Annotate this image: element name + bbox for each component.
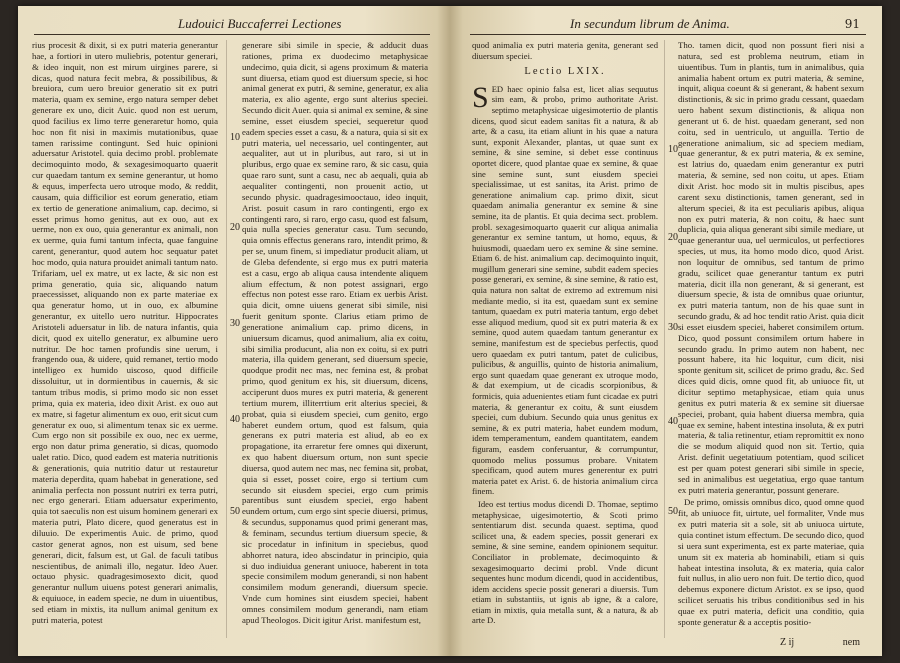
column-left	[472, 40, 658, 628]
line-number: 20	[668, 232, 678, 243]
line-number: 20	[230, 222, 240, 233]
drop-cap: S	[472, 80, 489, 114]
right-page	[450, 6, 882, 656]
line-number: 50	[668, 506, 678, 517]
signature-mark: Z ij	[780, 637, 795, 648]
paragraph: generare sibi simile in specie, & adducit duas rationes, prima ex duodecimo metaphysicae undecimo, quia dicit, si agens proximum & materia sunt diuersa, etiam quod est diuersum specie, si hoc animal generat ex putri, & semine, generatur, ex alia materia, ex alio agente, ergo sunt alterius speciei. Secundo dicit Auer. quia si animal ex semine, & sine semine, esset eiusdem speciei, sequeretur quod eadem species esset a casu, & a natura, quia si sit ex putri materia, uel necessario, uel contingenter, aut aequaliter, aut ut in pluribus, aut raro, si ut in pluribus, ergo quae ex semine raro, & sic casu, quia quae raro sunt, sunt a casu, nec ab aequali, quia ab aequaliter contingenti, non prouenit actio, ut secundo physic. quadragesimooctauo, ideo inquit, Arist. posuit casum in raro contingenti, ergo ex contingenti raro, si raro, ergo casu, quod est falsum, quia nulla species generatur casu. Tum secundo, quia omnis effectus generans raro, intendit primo, & per se, unum finem, si impediatur producit aliam, ut de Gleba defendente, si ergo mus ex putri materia est a casu, ergo ab aliqua causa intendente aliquem alium effectum, & non potest assignari, ergo effectus non potest esse raro. Etiam ex uerbis Arist. quia dicit, omne uiuens generat sibi simile, nisi fuerit genitum sponte. Clarius etiam primo de generatione animalium cap. primo dicens, in uniuersum dicamus, quod animalium, alia ex coitu, sibi similia producunt, alia non ex coitu, si ex putri materia, illa quidem generant, sed diuersum specie, quodque prodit nec mas, nec femina est, & probat primo, quod genitum ex his, sit diuersum, dicens, acciperunt duos mures ex putri materia, & generent tertium murem, illiterrtium erit alterius speciei, & probat, quia si eiusdem speciei, cum genito, ergo haberet eundem ortum, quod est falsum, quia generans ex putri materia est aliud, ab eo ex propagatione, ita erraretur fere omnes qui dixerunt, ex quo habent diuersum ortum, non sunt specie diuersa, quod autem nec mas, nec femina sit, probat, quia si esset, posset coire, ergo si tertium cum secundo sit eiusdem speciei, ergo cum primis parentibus sunt eiusdem speciei, ergo habent eundem ortum, cum ergo sint specie diuersi, primus, & secundus, supponamus quod primi generant mas, & feminam, secundus tertium diuersum specie, & sic procedatur in infinitum in speciebus, quod abhorret natura, ideo abscindatur in principio, quia si duo indiuidua generant uniuoce, haberent in tota specie consimilem modum generandi, si non habent consimilem modum generandi, diuersum specie. Vnde cum homines sint eiusdem speciei, habent omnes consimilem modum generandi, nam etiam apud Theologos. Dicit igitur Arist. manifestum est,	[242, 40, 428, 625]
paragraph: De primo, omissis omnibus dico, quod omne quod fit, ab uniuoce fit, uirtute, uel formaliter, Vnde mus ex putri materia sit a sole, sit ab uniuoca uirtute, quia continet istum effectum. De secundo dico, quod si uera sunt experimenta, est ex parte materiae, quia unum sit ex materia ab hominabili, etiam si quis habeat intestina insoluta, & ex materia, quia calor fuit nullus, in alio uero non fuit. De tertio dico, quod debemus exponere dictum Aristot. ex se ipso, quod scilicet seruatis his tribus conditionibus sed in his quae ex putri materia, deficit una conditio, quia sponte generatur & a acceptis positio-	[678, 497, 864, 627]
running-head: In secundum librum de Anima.	[570, 16, 730, 31]
catchword: nem	[842, 637, 860, 648]
column-right	[678, 40, 864, 630]
line-number: 10	[230, 132, 240, 143]
page-number: 91	[844, 17, 860, 31]
column-right	[242, 40, 428, 628]
paragraph-text: ED haec opinio falsa est, licet alias sequutus sim eam, & probo, primo authoritate Arist. septimo metaphysicae uigesimotertio de plantis dicens, quod sicut eadem sanitas fit a natura, & ab arte, & a casu, ita etiam aliunt in his quae a natura sunt, exponit Alexander, plantas, ut quae sunt ex semine, & sine semine, si debet esse continuus oportet dicere, quod plantae quae ex semine, & quae sine semine sunt, sunt eiusdem speciei specialissimae, ut est sanitas, ita Arist. primo de generatione animalium cap. primo dixit, sicut quaedam animalia generantur ex semine & sine semine, ita de plantis. Et quia decima sect. problem. probl. sexagesimoquarto quaerit cur aliqua animalia generantur ex semine tantum, ut homo, equus, & huiusmodi, quaedam uero ex semine & sine semine. Etiam 6. de hist. animalium cap. decimoquinto inquit, mugillum generari sine semine, subdit eadem species posse generari, ex semine, & sine semine, & ratio est, quia natura non saltat de extremo ad extremum nisi mediante medio, si ita est, quaedam sunt ex semine tantum, quaedam ex putri materia tantum, ergo debet esse aliquod medium, quod sit ex putri materia & ex semine, quod autem quaedam tantum generantur ex semine, manifestum est de speciebus perfectis, quod uero quaedam ex putri tantum, patet de culicibus, pulicibus, & anguillis, quinto de historia animalium, ergo sunt quaedam quae generant ex utroque modo, & dat exempium, ut de cicadis scorpionibus, & formicis, quia aduenientes etiam funt cicadae ex putri materia, & generantur ex coitu, & sunt eiusdem speciei, cum dubium. Secundo quia unus genitus ex semine, & ex putri materia, habet eundem modum, idem temperamentum, eandem quantitatem, eandem figuram, easdem conferuantur, & corrumpuntur, quomodo melius possumus probare. Vnitatem specificam, quod autem mures generentur ex putri materia patet ex Arist. 6. de historia animalium circa finem.	[472, 83, 658, 497]
line-number: 40	[668, 416, 678, 427]
lectio-heading: Lectio LXIX.	[524, 66, 606, 78]
paragraph: quod animalia ex putri materia genita, generant sed diuersum speciei.	[472, 40, 658, 61]
paragraph	[472, 80, 658, 497]
column-divider	[664, 40, 665, 638]
line-number: 30	[230, 318, 240, 329]
paragraph: rius procesit & dixit, si ex putri materia generantur hae, a fortiori in utero muliebris, potentur generari, & ideo inquit, non est mirum uirgines parere, si dicas, quod natura fecit mebra, & possibilibus, & breuiora, cum uero breuior generatio sit ex putri materia, quam ex semine, ergo natura semper debet generare ex uno, dicit Auic. quod non est uerum, quod facilius ex limo terre generaretur homo, quia hoc non fit nisi in maximis mutationibus, quae tamen rarissime contingunt. Sed huic opinioni aduersatur Aristotel. quia decimo probl. problemate decimoquinto modo, & sexagesimoquarto quaerit cur quaedam tantum ex semine generantur, ut homo & equus, imperfecta uero utroque modo, & reddit, causam, quia difficilior est eorum generatio, etiam ex tertio de generatione animalium, cap. decimo, si esset primus homo genitus, aut ex ouo, aut ex uerme, non ex ouo, quia generantur ex animali, non ex uerme, quia fumi tantum infecta, quae fanguine carent, generantur, quod autem hoc sequatur patet hoc modo, quia natura prouidet animali tantum nato. Trifariam, uel ex matre, ut ex lacte, & sic non est prima generatio, quia sic, aliquando natum praecessisset, aliquando non ex parte materiae ex qua generatur homo, ut in ouo, ex albumine generantur, ex uitello uero nutritur. Hippocrates Aristoteli aduersatur in lib. de natura infantis, quia dicit, quod ex uitello generatur, ex albumine uero nutritur. De hoc tamen profundis sine uerum, i frangendo oua, & uidere, quid remanet, tertio modo intelligeo ex humido uiscoso, quod difficile dissoluitur, ut in dormientibus in cauernis, & sic tantum tribus modis, si primo modo sic non esset prima, quia ex materia, ideo dixit Arist. ex ouo aut ex matre, si fagetur alimentum ex ouo, erit sicut cum generatur ex ouo, si alimentum tenax sic ex uerme. Cum ergo non sit possibile ex ouo, nec ex uerme, ergo non datur prima generatio, si dicas, quomodo ualet ratio. Dico, quod eadem est materia nutritionis & generationis, quia nutritio datur ut restauretur materia deperdita, quam habebat in generatione, sed animalia perfecta non possunt nutriri ex terra putri, nec ergo generari. Etiam aduersatur experimento, quia tot saeculis non est uisum hominem generari ex materia putri, Plato dicere, quod generatus est in diluuio. De experimentis Auic. de primo, quod castor generat agnos, non est uisum, sed bene generari, dicit, falsum est, ut Gal. de faculi tatibus nescientibus, de animali illo, negatur. Ideo Auer. octauo physic. quadragesimosexto dicit, quod generantur nullum uiuens potest generari animalis, & equiuoce, in eadem specie, ne dum in uiuentibus, sed etiam in mixtis, ita nullum animal genitum ex putri materia, potest	[32, 40, 218, 625]
running-head: Ludouici Buccaferrei Lectiones	[178, 16, 342, 31]
book-spread	[18, 6, 882, 656]
line-number: 40	[230, 414, 240, 425]
paragraph: Tho. tamen dicit, quod non possunt fieri nisi a natura, sed est problema neutrum, etiam in uiuentibus. Tum in plantis, tum in animalibus, quia animalia habent ortum ex putri materia, & semine, inquit, aliqua coeunt & si generant, & habent sexum distinctionis, & sic in primo gradu cessant, quaedam uero habent sexum distinctionis, & aliqua non generant ut 6. de hist. quaedam generant, sed non coitu, sed in uentriculo, ut anguilla. Tertio de generatione animalium, sic ad speciem mediam, quae generantur, & ex putri materia, & ex semine, est latrius do, quaedam enim generantur ex putri materia, & semine, sed non coitu, ut apes. Etiam dixit Arist. hoc modo sit in multis piscibus, apes carent sexu distinctionis, tamen generant, sed in alterum speciei, & ita est peculiaris apibus, aliqua non ex putri materia, & non coitu, & haec sunt duplicia, quia aliqua generant sibi simile mediare, ut quae generantur uua, uel uermiculos, ut perfectiores species, ut mus, ita homo modo dico, quod Arist. non loquitur de omnibus, sed tantum de primo gradu, scilicet quae generantur tantum ex putri materia, dicit illa non generant, & si generant, est diuersum specie, & ista de omnibus quae oriuntur, ex putri materia tantum, non de his quae sunt in secundo gradu, & ad hoc tendit ratio Arist. quia dicit si esset eiusdem speciei, haberet consimilem ortum. Dico, quod possunt consimilem ortum habere in secundo gradu. In primo autem non habent, nec possunt habere, ita hic loquitur, cum dicit, nisi sponte genitum sit, scilicet de primo gradu, &c. Sed dices quid dicis, omne quod fit, ab uniuoce fit, ut dicitur septimo metaphysicae, etiam quia unus genitus ex putri materia & ex semine sit diuersae speciei, probant, quia habent diuersa membra, quia quae ex semine, habent intestina insoluta, & ex putri materia, & talia retinentur, etiam repromittit ex nono die se modum aliquid quod non sit. Tertio, quia Arist. definit uegetatiuum potentiam, quod scilicet est per quam potest generari sibi simile in specie, sed in animalibus est uegetatiua, ergo quae tantum ex putri materia generantur, possunt generare.	[678, 40, 864, 495]
column-left	[32, 40, 218, 628]
left-page	[18, 6, 450, 656]
header-rule	[470, 34, 866, 35]
header-rule	[34, 34, 430, 35]
line-number: 50	[230, 506, 240, 517]
line-number: 10	[668, 144, 678, 155]
column-divider	[226, 40, 227, 638]
paragraph: Ideo est tertius modus dicendi D. Thomae, septimo metaphysicae, uigesimotertio, & Scoti primo sententiarum dist. secunda quaest. septima, quod scilicet una, & eadem species, possit generari ex semine, & sine semine, eandem opinionem sequitur. Conciliator in problemate, decimoquinto & sexagesimoquarto decimi probl. Vnde dicunt sequentes hunc modum dicendi, quod in accidentibus, idem accidens specie possit generari a diuersis. Tum etiam in substantiis, ut ignis ab igne, & a calore, etiam in mixtis, quia metalla sunt, & a natura, & ab arte D.	[472, 498, 658, 626]
line-number: 30	[668, 322, 678, 333]
